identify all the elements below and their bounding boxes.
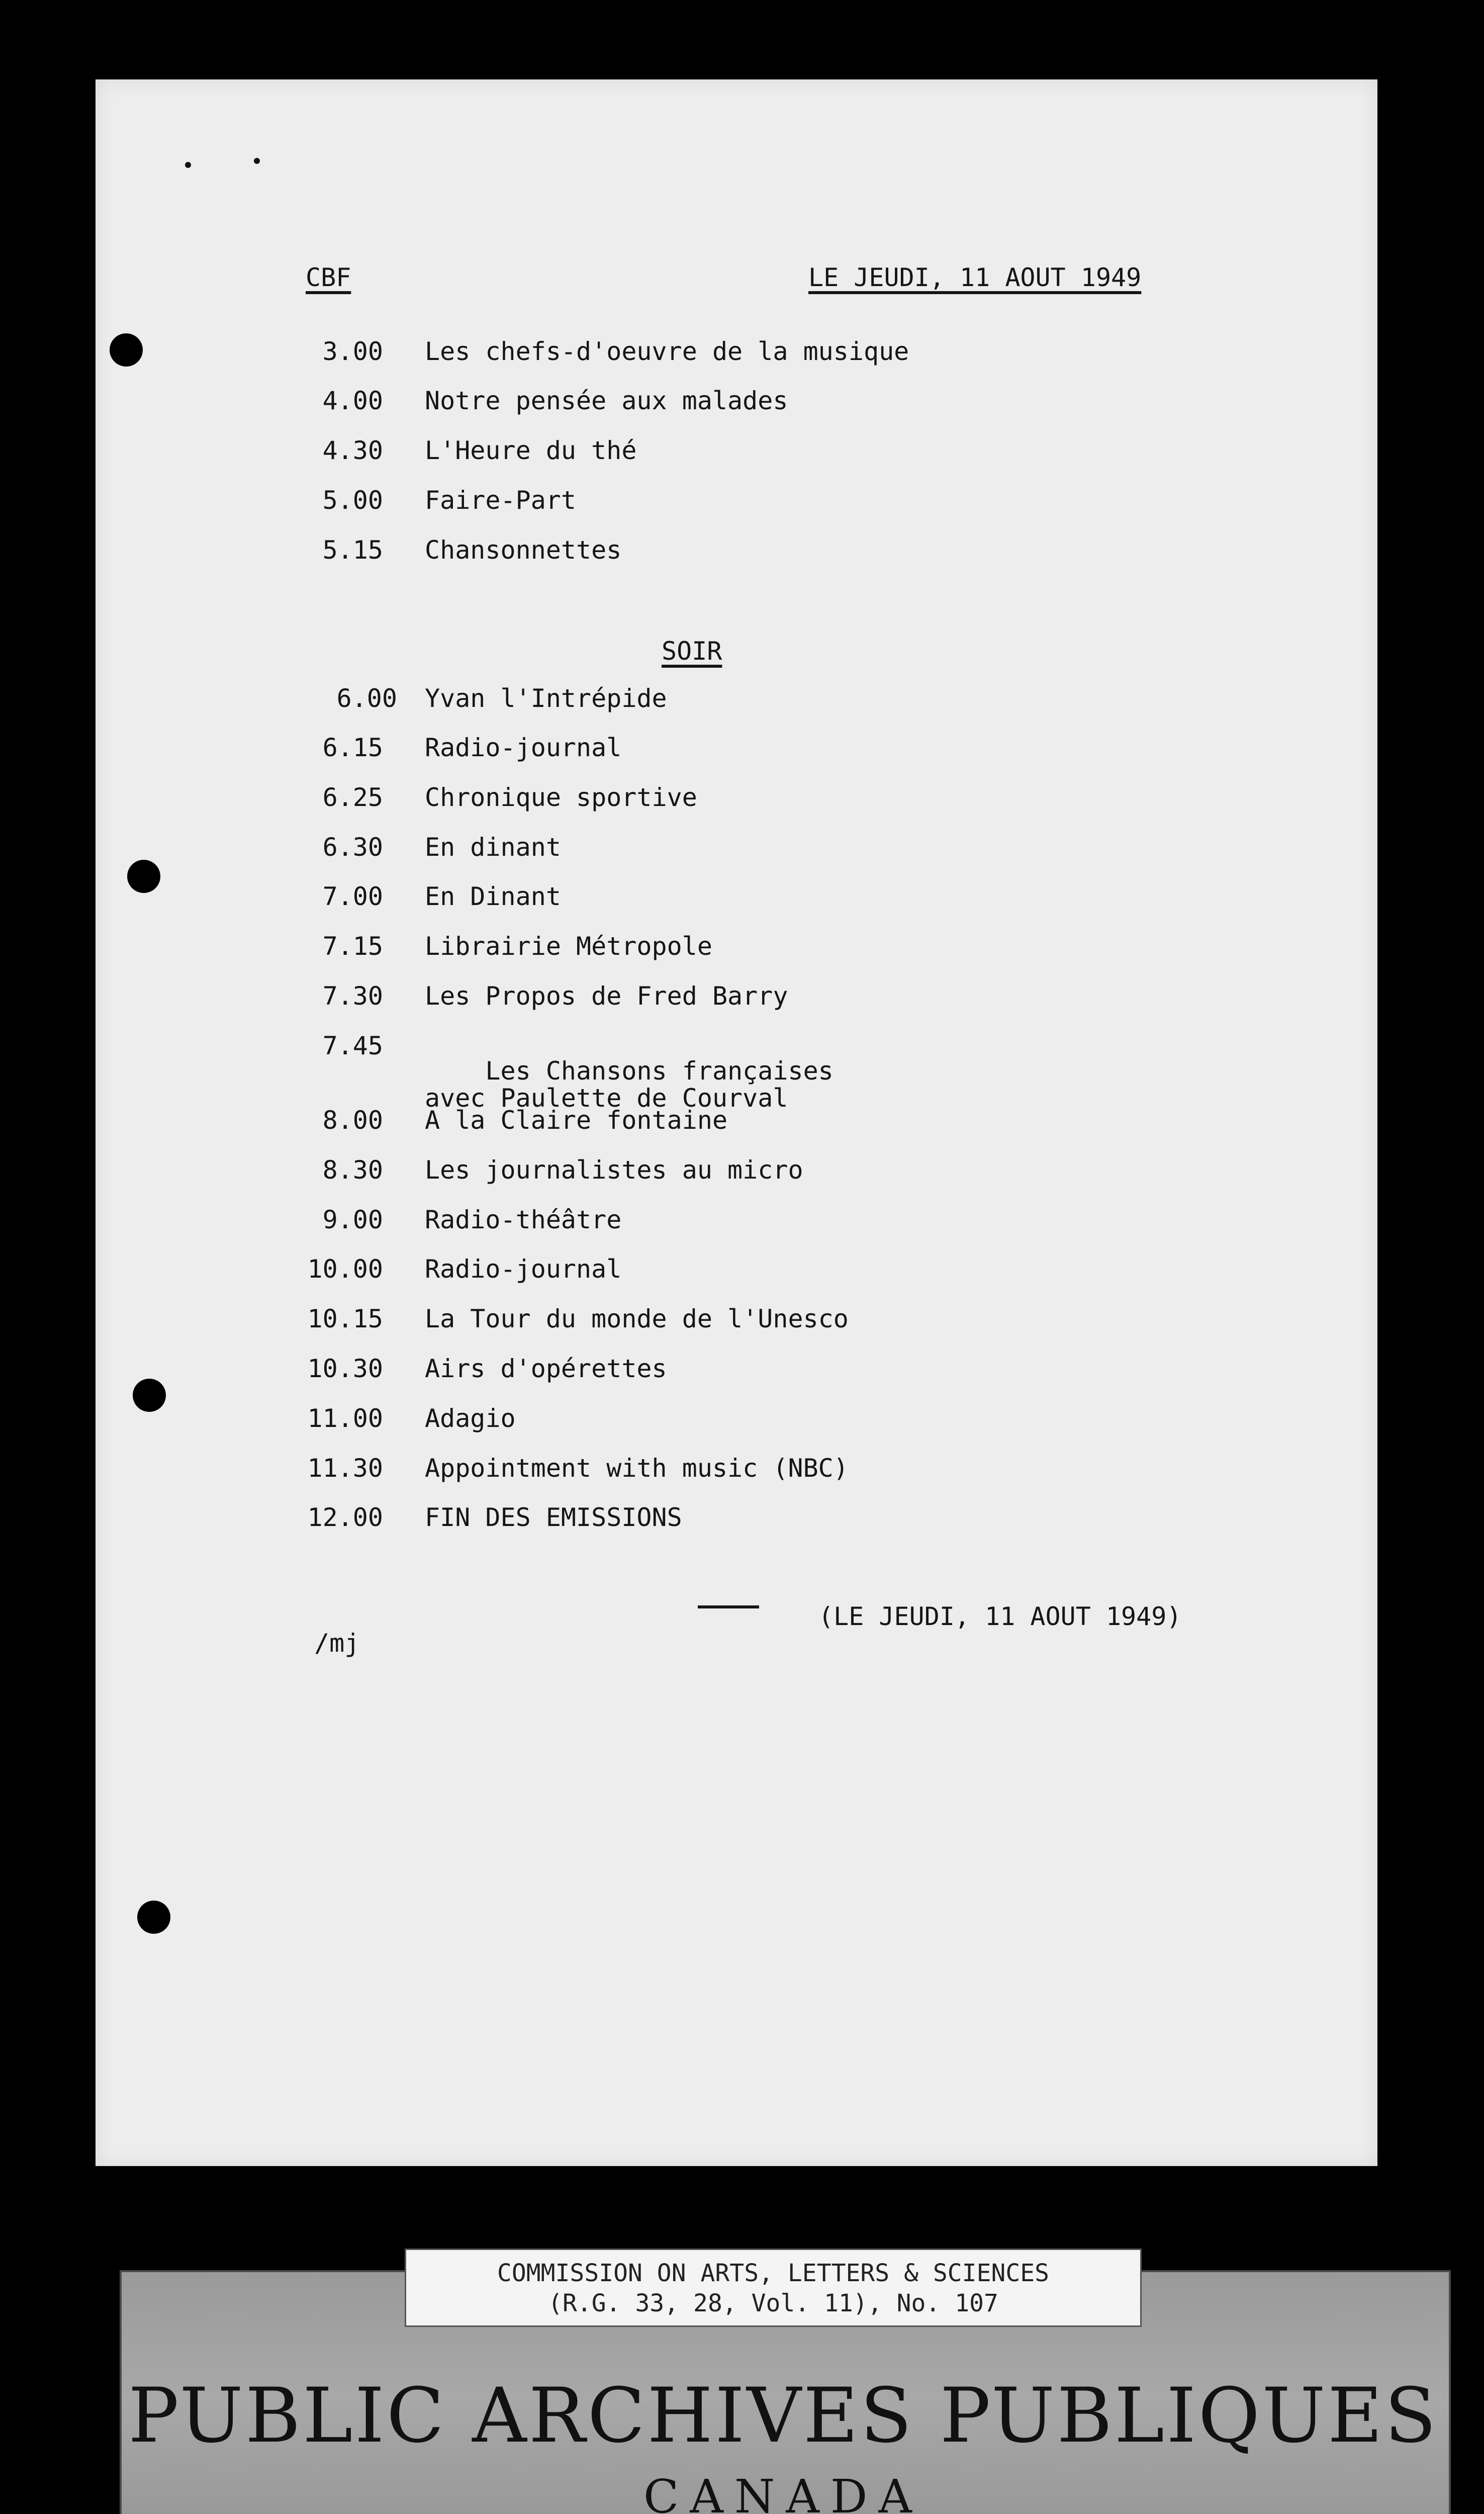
- time-slot: 5.00: [322, 486, 383, 515]
- station-call-sign: CBF: [306, 263, 351, 292]
- program-title: Radio-théâtre: [425, 1205, 622, 1234]
- time-slot: 4.00: [322, 386, 383, 415]
- time-slot: 12.00: [307, 1503, 383, 1532]
- program-title: Adagio: [425, 1404, 516, 1433]
- time-slot: 7.45: [322, 1031, 383, 1060]
- program-title: Chansonnettes: [425, 535, 622, 565]
- program-title: Notre pensée aux malades: [425, 386, 788, 415]
- program-title: Airs d'opérettes: [425, 1354, 667, 1383]
- program-title: Librairie Métropole: [425, 932, 712, 961]
- program-title: En Dinant: [425, 882, 561, 911]
- program-title: A la Claire fontaine: [425, 1106, 728, 1135]
- time-slot: 6.25: [322, 783, 383, 812]
- time-slot: 9.00: [322, 1205, 383, 1234]
- time-slot: 11.00: [307, 1404, 383, 1433]
- time-slot: 7.15: [322, 932, 383, 961]
- program-title: Radio-journal: [425, 733, 622, 762]
- program-title: Faire-Part: [425, 486, 577, 515]
- program-title: Les journalistes au micro: [425, 1155, 803, 1185]
- program-title: Appointment with music (NBC): [425, 1454, 849, 1483]
- program-title: La Tour du monde de l'Unesco: [425, 1304, 849, 1333]
- time-slot: 11.30: [307, 1454, 383, 1483]
- time-slot: 6.00: [336, 684, 397, 713]
- time-slot: 6.15: [322, 733, 383, 762]
- evening-heading: SOIR: [662, 637, 722, 666]
- program-title: Chronique sportive: [425, 783, 697, 812]
- time-slot: 5.15: [322, 535, 383, 565]
- punch-hole: [133, 1379, 166, 1412]
- program-title: Yvan l'Intrépide: [425, 684, 667, 713]
- program-title: [425, 1033, 833, 1161]
- archive-title: PUBLIC ARCHIVES PUBLIQUES: [128, 2372, 1439, 2460]
- program-title: En dinant: [425, 833, 561, 862]
- broadcast-date: LE JEUDI, 11 AOUT 1949: [808, 263, 1142, 292]
- archive-reference-label: [405, 2249, 1142, 2327]
- time-slot: 8.30: [322, 1155, 383, 1185]
- time-slot: 7.30: [322, 981, 383, 1011]
- time-slot: 3.00: [322, 337, 383, 366]
- time-slot: 7.00: [322, 882, 383, 911]
- program-title: Radio-journal: [425, 1254, 622, 1284]
- punch-hole: [127, 860, 160, 893]
- speck-mark: [254, 158, 260, 164]
- time-slot: 4.30: [322, 436, 383, 465]
- punch-hole: [137, 1901, 170, 1934]
- program-title: Les chefs-d'oeuvre de la musique: [425, 337, 909, 366]
- speck-mark: [185, 162, 191, 168]
- separator-dash: [698, 1605, 759, 1608]
- time-slot: 6.30: [322, 833, 383, 862]
- program-title: L'Heure du thé: [425, 436, 637, 465]
- program-title-line1: Les Chansons françaises: [485, 1056, 833, 1086]
- program-title: FIN DES EMISSIONS: [425, 1503, 682, 1532]
- archive-reference-line1: COMMISSION ON ARTS, LETTERS & SCIENCES: [497, 2259, 1050, 2287]
- archive-reference-line2: (R.G. 33, 28, Vol. 11), No. 107: [548, 2289, 998, 2317]
- time-slot: 8.00: [322, 1106, 383, 1135]
- program-title-line2: avec Paulette de Courval: [425, 1084, 788, 1113]
- program-title: Les Propos de Fred Barry: [425, 981, 788, 1011]
- punch-hole: [110, 333, 143, 367]
- time-slot: 10.15: [307, 1304, 383, 1333]
- time-slot: 10.00: [307, 1254, 383, 1284]
- typist-initials: /mj: [314, 1629, 360, 1658]
- time-slot: 10.30: [307, 1354, 383, 1383]
- closing-date: (LE JEUDI, 11 AOUT 1949): [818, 1602, 1182, 1631]
- archive-country: CANADA: [643, 2470, 923, 2514]
